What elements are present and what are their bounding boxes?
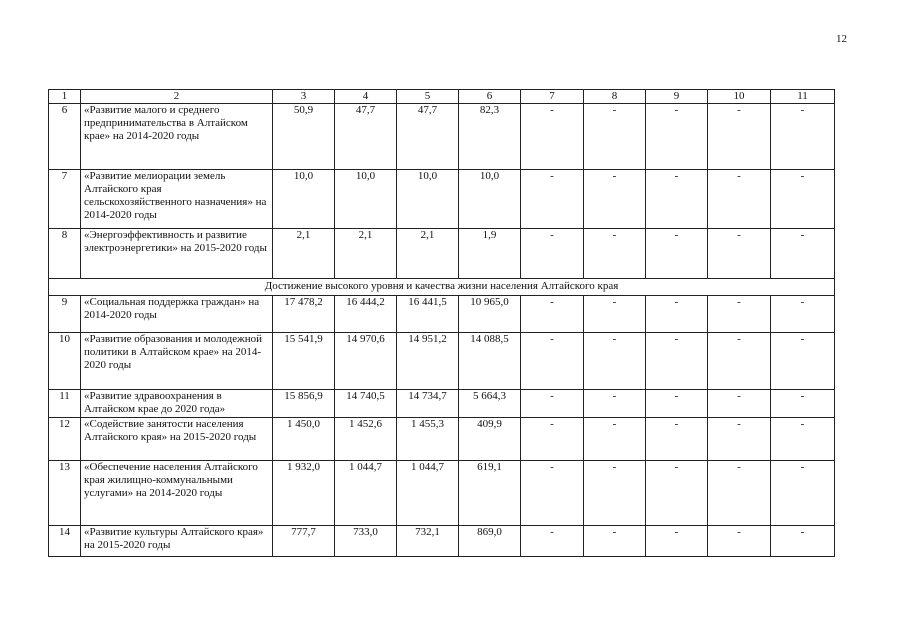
dash-cell: - <box>708 229 771 279</box>
value-cell: 50,9 <box>273 104 335 170</box>
program-name-cell: «Энергоэффективность и развитие электроэнергетики» на 2015-2020 годы <box>81 229 273 279</box>
dash-cell: - <box>771 390 835 418</box>
dash-cell: - <box>708 526 771 557</box>
dash-cell: - <box>646 170 708 229</box>
header-cell: 11 <box>771 90 835 104</box>
header-cell: 3 <box>273 90 335 104</box>
value-cell: 10,0 <box>335 170 397 229</box>
dash-cell: - <box>584 104 646 170</box>
value-cell: 2,1 <box>273 229 335 279</box>
header-cell: 5 <box>397 90 459 104</box>
table-row <box>49 296 835 333</box>
row-number-cell: 6 <box>49 104 81 170</box>
dash-cell: - <box>521 170 584 229</box>
dash-cell: - <box>646 333 708 390</box>
header-cell: 6 <box>459 90 521 104</box>
value-cell: 2,1 <box>335 229 397 279</box>
dash-cell: - <box>771 170 835 229</box>
dash-cell: - <box>584 461 646 526</box>
table-row <box>49 333 835 390</box>
program-name-cell: «Развитие образования и молодежной политики в Алтайском крае» на 2014-2020 годы <box>81 333 273 390</box>
value-cell: 1 452,6 <box>335 418 397 461</box>
table-row <box>49 229 835 279</box>
dash-cell: - <box>708 296 771 333</box>
section-row <box>49 279 835 296</box>
value-cell: 17 478,2 <box>273 296 335 333</box>
dash-cell: - <box>646 104 708 170</box>
program-name-cell: «Социальная поддержка граждан» на 2014-2020 годы <box>81 296 273 333</box>
program-name-cell: «Развитие здравоохранения в Алтайском крае до 2020 года» <box>81 390 273 418</box>
value-cell: 47,7 <box>335 104 397 170</box>
row-number-cell: 14 <box>49 526 81 557</box>
value-cell: 619,1 <box>459 461 521 526</box>
value-cell: 1 455,3 <box>397 418 459 461</box>
dash-cell: - <box>646 229 708 279</box>
value-cell: 5 664,3 <box>459 390 521 418</box>
dash-cell: - <box>771 526 835 557</box>
header-cell: 8 <box>584 90 646 104</box>
dash-cell: - <box>646 296 708 333</box>
row-number-cell: 7 <box>49 170 81 229</box>
dash-cell: - <box>646 390 708 418</box>
header-cell: 9 <box>646 90 708 104</box>
header-cell: 7 <box>521 90 584 104</box>
dash-cell: - <box>584 418 646 461</box>
value-cell: 10,0 <box>397 170 459 229</box>
dash-cell: - <box>771 461 835 526</box>
value-cell: 1 932,0 <box>273 461 335 526</box>
dash-cell: - <box>521 104 584 170</box>
value-cell: 14 740,5 <box>335 390 397 418</box>
row-number-cell: 13 <box>49 461 81 526</box>
dash-cell: - <box>708 461 771 526</box>
value-cell: 1 450,0 <box>273 418 335 461</box>
table-row <box>49 418 835 461</box>
dash-cell: - <box>584 170 646 229</box>
value-cell: 14 088,5 <box>459 333 521 390</box>
page-number: 12 <box>836 33 847 45</box>
header-cell: 10 <box>708 90 771 104</box>
dash-cell: - <box>708 104 771 170</box>
value-cell: 409,9 <box>459 418 521 461</box>
value-cell: 733,0 <box>335 526 397 557</box>
table-row <box>49 104 835 170</box>
dash-cell: - <box>646 461 708 526</box>
dash-cell: - <box>521 461 584 526</box>
header-row <box>49 90 835 104</box>
dash-cell: - <box>771 296 835 333</box>
dash-cell: - <box>708 170 771 229</box>
dash-cell: - <box>771 333 835 390</box>
header-cell: 1 <box>49 90 81 104</box>
value-cell: 14 951,2 <box>397 333 459 390</box>
program-name-cell: «Развитие мелиорации земель Алтайского края сельскохозяйственного назначения» на 2014-2020 годы <box>81 170 273 229</box>
value-cell: 10 965,0 <box>459 296 521 333</box>
program-name-cell: «Развитие малого и среднего предпринимательства в Алтайском крае» на 2014-2020 годы <box>81 104 273 170</box>
dash-cell: - <box>584 229 646 279</box>
dash-cell: - <box>521 296 584 333</box>
dash-cell: - <box>771 418 835 461</box>
value-cell: 15 856,9 <box>273 390 335 418</box>
table-body <box>49 90 835 557</box>
value-cell: 1 044,7 <box>335 461 397 526</box>
dash-cell: - <box>584 390 646 418</box>
value-cell: 10,0 <box>459 170 521 229</box>
dash-cell: - <box>771 104 835 170</box>
value-cell: 14 734,7 <box>397 390 459 418</box>
dash-cell: - <box>771 229 835 279</box>
table-row <box>49 390 835 418</box>
value-cell: 777,7 <box>273 526 335 557</box>
budget-table <box>48 89 835 557</box>
value-cell: 16 441,5 <box>397 296 459 333</box>
row-number-cell: 10 <box>49 333 81 390</box>
dash-cell: - <box>584 333 646 390</box>
dash-cell: - <box>584 296 646 333</box>
dash-cell: - <box>708 333 771 390</box>
value-cell: 82,3 <box>459 104 521 170</box>
value-cell: 16 444,2 <box>335 296 397 333</box>
program-name-cell: «Содействие занятости населения Алтайского края» на 2015-2020 годы <box>81 418 273 461</box>
dash-cell: - <box>521 418 584 461</box>
dash-cell: - <box>584 526 646 557</box>
program-name-cell: «Обеспечение населения Алтайского края жилищно-коммунальными услугами» на 2014-2020 годы <box>81 461 273 526</box>
value-cell: 15 541,9 <box>273 333 335 390</box>
header-cell: 4 <box>335 90 397 104</box>
value-cell: 2,1 <box>397 229 459 279</box>
value-cell: 1 044,7 <box>397 461 459 526</box>
section-title: Достижение высокого уровня и качества жизни населения Алтайского края <box>49 279 835 296</box>
dash-cell: - <box>521 526 584 557</box>
row-number-cell: 8 <box>49 229 81 279</box>
dash-cell: - <box>646 418 708 461</box>
table-row <box>49 461 835 526</box>
row-number-cell: 12 <box>49 418 81 461</box>
value-cell: 47,7 <box>397 104 459 170</box>
table-row <box>49 170 835 229</box>
dash-cell: - <box>708 418 771 461</box>
value-cell: 869,0 <box>459 526 521 557</box>
dash-cell: - <box>521 229 584 279</box>
value-cell: 14 970,6 <box>335 333 397 390</box>
header-cell: 2 <box>81 90 273 104</box>
table-row <box>49 526 835 557</box>
program-name-cell: «Развитие культуры Алтайского края» на 2015-2020 годы <box>81 526 273 557</box>
value-cell: 732,1 <box>397 526 459 557</box>
row-number-cell: 9 <box>49 296 81 333</box>
value-cell: 1,9 <box>459 229 521 279</box>
dash-cell: - <box>708 390 771 418</box>
dash-cell: - <box>521 333 584 390</box>
dash-cell: - <box>521 390 584 418</box>
row-number-cell: 11 <box>49 390 81 418</box>
dash-cell: - <box>646 526 708 557</box>
value-cell: 10,0 <box>273 170 335 229</box>
